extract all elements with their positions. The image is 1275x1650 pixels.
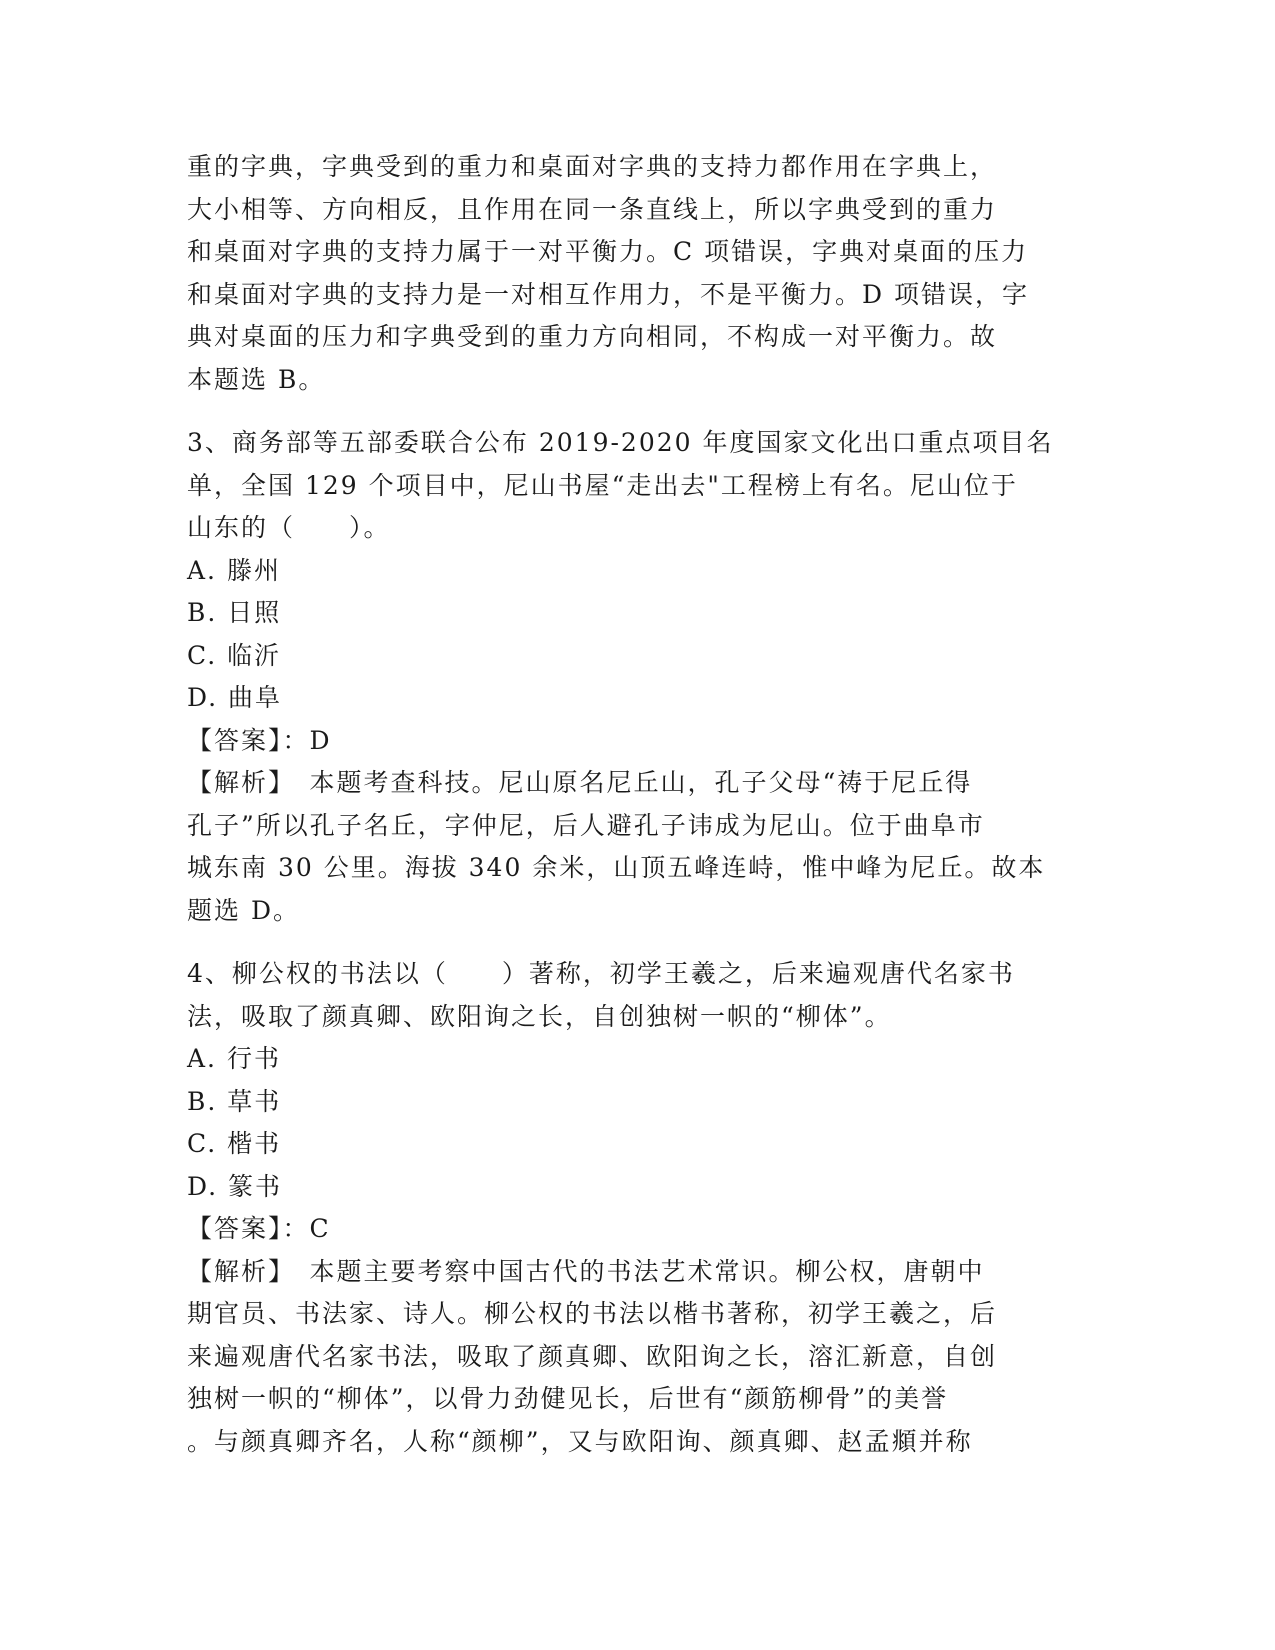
stem-line: 4、柳公权的书法以（ ）著称，初学王羲之，后来遍观唐代名家书 xyxy=(187,959,1015,988)
question-3 xyxy=(187,422,1067,932)
text-line: 本题选 B。 xyxy=(187,364,326,394)
option-a: A. 行书 xyxy=(187,1044,281,1073)
text-line: 和桌面对字典的支持力是一对相互作用力，不是平衡力。D 项错误，字 xyxy=(187,279,1029,309)
explanation-line: 题选 D。 xyxy=(187,895,300,925)
explanation xyxy=(187,1251,1067,1464)
explanation xyxy=(187,762,1067,932)
option-b: B. 日照 xyxy=(187,598,282,627)
option-c: C. 楷书 xyxy=(187,1129,282,1158)
text-line: 重的字典，字典受到的重力和桌面对字典的支持力都作用在字典上， xyxy=(187,152,998,181)
explanation-line: 。与颜真卿齐名，人称“颜柳”，又与欧阳询、颜真卿、赵孟頫并称 xyxy=(187,1426,973,1456)
text-line: 大小相等、方向相反，且作用在同一条直线上，所以字典受到的重力 xyxy=(187,194,998,224)
option-c: C. 临沂 xyxy=(187,640,282,670)
option-a: A. 滕州 xyxy=(187,555,281,585)
explanation-line: 孔子”所以孔子名丘，字仲尼，后人避孔子讳成为尼山。位于曲阜市 xyxy=(187,810,985,840)
option-list xyxy=(187,550,1067,720)
explanation-line: 来遍观唐代名家书法，吸取了颜真卿、欧阳询之长，溶汇新意，自创 xyxy=(187,1341,998,1371)
text-line: 和桌面对字典的支持力属于一对平衡力。C 项错误，字典对桌面的压力 xyxy=(187,237,1029,266)
stem-line: 山东的（ ）。 xyxy=(187,513,391,542)
option-d: D. 曲阜 xyxy=(187,683,283,712)
question-4 xyxy=(187,953,1067,1463)
answer-line: 【答案】：C xyxy=(187,1214,331,1243)
paragraph-gap xyxy=(187,932,1067,953)
text-line: 典对桌面的压力和字典受到的重力方向相同，不构成一对平衡力。故 xyxy=(187,322,998,351)
explanation-line: 期官员、书法家、诗人。柳公权的书法以楷书著称，初学王羲之，后 xyxy=(187,1299,998,1328)
previous-explanation-tail xyxy=(187,146,1067,401)
explanation-line: 独树一帜的“柳体”，以骨力劲健见长，后世有“颜筋柳骨”的美誉 xyxy=(187,1384,949,1413)
option-list xyxy=(187,1038,1067,1208)
option-d: D. 篆书 xyxy=(187,1171,283,1201)
explanation-line: 【解析】 本题主要考察中国古代的书法艺术常识。柳公权，唐朝中 xyxy=(187,1256,985,1286)
explanation-line: 【解析】 本题考查科技。尼山原名尼丘山，孔子父母“祷于尼丘得 xyxy=(187,768,973,797)
stem-line: 法，吸取了颜真卿、欧阳询之长，自创独树一帜的“柳体”。 xyxy=(187,1001,892,1031)
paragraph-gap xyxy=(187,401,1067,422)
question-stem xyxy=(187,953,1067,1038)
question-stem xyxy=(187,422,1067,550)
option-b: B. 草书 xyxy=(187,1086,282,1116)
stem-line: 3、商务部等五部委联合公布 2019-2020 年度国家文化出口重点项目名 xyxy=(187,428,1054,457)
answer-line: 【答案】：D xyxy=(187,725,332,755)
explanation-line: 城东南 30 公里。海拔 340 余米，山顶五峰连峙，惟中峰为尼丘。故本 xyxy=(187,853,1046,882)
stem-line: 单，全国 129 个项目中，尼山书屋“走出去"工程榜上有名。尼山位于 xyxy=(187,470,1018,500)
document-content xyxy=(187,146,1067,1463)
